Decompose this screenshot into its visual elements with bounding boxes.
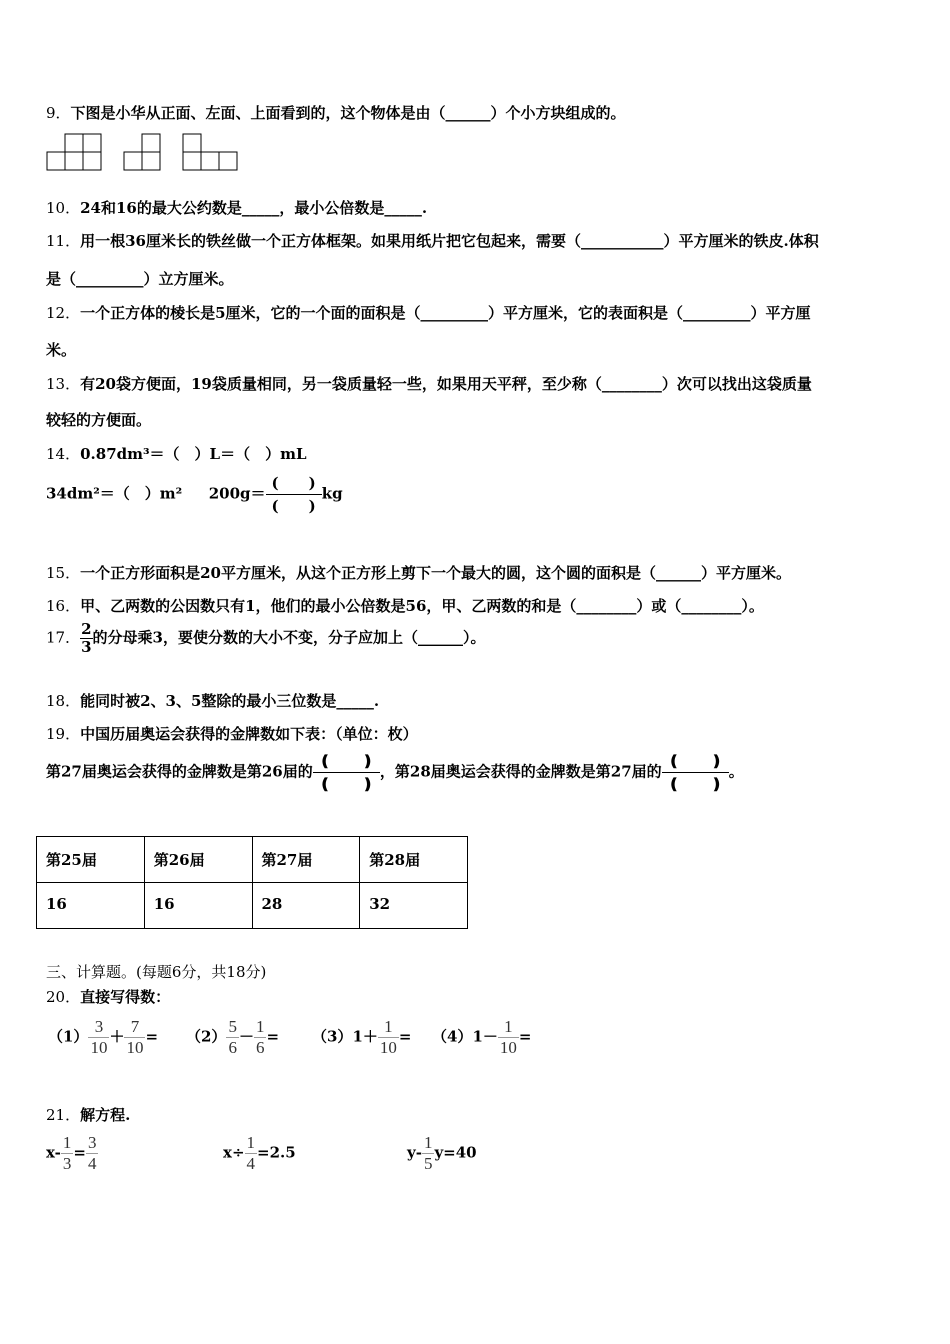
question-text: 是（_________）立方厘米。	[46, 270, 234, 288]
table-header-cell: 第26届	[144, 837, 252, 883]
fraction-denominator: 10	[126, 1037, 144, 1057]
equation-3	[407, 1134, 477, 1173]
question-16	[46, 595, 764, 616]
fraction-numerator: 1	[62, 1133, 72, 1152]
question-number: 17．	[46, 628, 81, 647]
fraction-numerator: 1	[246, 1133, 256, 1152]
question-number: 12．	[46, 304, 81, 322]
question-text: 一个正方形面积是20平方厘米，从这个正方形上剪下一个最大的圆，这个圆的面积是（______）平方厘米。	[80, 564, 791, 582]
question-text: 200g＝	[208, 484, 266, 503]
calc-item-1	[48, 1018, 158, 1057]
question-20	[46, 986, 170, 1007]
fraction-numerator: 2	[81, 620, 92, 638]
question-21	[46, 1104, 130, 1125]
section-title	[46, 961, 266, 982]
table-header-cell: 第27届	[252, 837, 360, 883]
question-13	[46, 373, 812, 394]
question-number: 19．	[46, 725, 81, 743]
fraction-denominator: 6	[255, 1037, 265, 1057]
fraction-denominator: 10	[499, 1037, 517, 1057]
question-text: 解方程.	[80, 1106, 131, 1124]
fraction	[498, 1018, 519, 1057]
fraction	[124, 1018, 145, 1057]
fraction-denominator: 10	[379, 1037, 397, 1057]
operand: 1＋	[352, 1027, 378, 1046]
operand: 1－	[472, 1027, 498, 1046]
table-cell: 16	[37, 883, 145, 929]
question-12-continued	[46, 339, 76, 360]
question-text: 米。	[46, 341, 77, 359]
question-19-line2	[46, 752, 744, 793]
fraction	[226, 1018, 239, 1057]
equation-text: x-	[46, 1143, 61, 1162]
fraction-numerator: 5	[228, 1017, 237, 1036]
unit-label: kg	[321, 484, 343, 503]
question-10	[46, 197, 427, 218]
fraction-numerator: ❪ ❫	[662, 752, 729, 773]
table-cell: 16	[144, 883, 252, 929]
equation-text: y-	[407, 1143, 422, 1162]
equation-text: x÷	[223, 1143, 245, 1162]
question-text: 中国历届奥运会获得的金牌数如下表：（单位：枚）	[80, 725, 418, 743]
question-number: 9．	[46, 104, 71, 122]
question-19	[46, 723, 418, 744]
fraction-numerator: ( )	[266, 474, 322, 495]
fraction-numerator: 1	[498, 1018, 519, 1038]
table-cell: 32	[360, 883, 468, 929]
question-12	[46, 302, 811, 323]
table-row	[37, 837, 468, 883]
item-label: （1）	[48, 1027, 89, 1046]
table-header-cell: 第25届	[37, 837, 145, 883]
fraction-denominator: 4	[87, 1153, 97, 1173]
equation-text: =2.5	[257, 1143, 296, 1162]
fraction-numerator: 3	[88, 1018, 109, 1038]
item-label: （3）	[312, 1027, 353, 1046]
question-14-line2	[46, 474, 343, 515]
question-text: 0.87dm³＝（ ）L＝（ ）mL	[80, 445, 307, 463]
fraction-denominator: 10	[90, 1037, 108, 1057]
operator: ＋	[109, 1027, 125, 1046]
calc-item-4	[432, 1018, 531, 1057]
table-row	[37, 883, 468, 929]
fraction-denominator: 3	[81, 638, 92, 656]
fraction-denominator: 4	[246, 1153, 256, 1173]
fraction	[80, 622, 92, 655]
question-text: 第27届奥运会获得的金牌数是第26届的	[46, 762, 313, 781]
fraction-blank	[662, 752, 729, 793]
calc-item-2	[186, 1018, 279, 1057]
question-text: 直接写得数：	[80, 988, 171, 1006]
question-11	[46, 230, 819, 251]
fraction	[422, 1134, 435, 1173]
fraction-denominator: ❪ ❫	[667, 775, 723, 793]
fraction-numerator: 7	[124, 1018, 145, 1038]
equation-2	[223, 1134, 296, 1173]
section-heading: 三、计算题。(每题6分，共18分)	[46, 963, 267, 981]
question-text: 甲、乙两数的公因数只有1，他们的最小公倍数是56，甲、乙两数的和是（________）或（________）。	[80, 597, 764, 615]
fraction-numerator: 1	[423, 1133, 433, 1152]
three-views-figure	[46, 133, 246, 173]
fraction-denominator: ( )	[271, 497, 316, 515]
equals-sign: =	[518, 1027, 532, 1046]
fraction-numerator: 1	[378, 1018, 399, 1038]
question-15	[46, 562, 791, 583]
question-text: 有20袋方便面，19袋质量相同，另一袋质量轻一些，如果用天平秤，至少称（________）次可以找出这袋质量	[80, 375, 812, 393]
question-text: 24和16的最大公约数是_____，最小公倍数是_____.	[80, 199, 428, 217]
medal-table	[36, 836, 468, 929]
fraction-denominator: 6	[228, 1037, 237, 1057]
fraction	[61, 1134, 74, 1173]
question-text: 较轻的方便面。	[46, 411, 152, 429]
fraction	[88, 1018, 109, 1057]
question-17	[46, 622, 485, 655]
item-label: （4）	[432, 1027, 473, 1046]
question-text: 用一根36厘米长的铁丝做一个正方体框架。如果用纸片把它包起来，需要（___________）平方厘米的铁皮.体积	[80, 232, 819, 250]
view-diagrams	[46, 133, 246, 173]
question-number: 20．	[46, 988, 81, 1006]
question-text: 。	[728, 762, 744, 781]
question-number: 14．	[46, 445, 81, 463]
operator: －	[238, 1027, 254, 1046]
equals-sign: =	[145, 1027, 159, 1046]
fraction	[254, 1018, 267, 1057]
equals-sign: =	[73, 1143, 86, 1162]
fraction-denominator: 5	[423, 1153, 433, 1173]
item-label: （2）	[186, 1027, 227, 1046]
table-cell: 28	[252, 883, 360, 929]
question-13-continued	[46, 409, 151, 430]
question-number: 10．	[46, 199, 81, 217]
equation-1	[46, 1134, 98, 1173]
question-text: 一个正方体的棱长是5厘米，它的一个面的面积是（_________）平方厘米，它的表面积是（_________）平方厘	[80, 304, 811, 322]
question-number: 21．	[46, 1106, 81, 1124]
fraction-blank	[266, 474, 322, 515]
question-14	[46, 443, 307, 464]
fraction	[86, 1134, 99, 1173]
question-number: 15．	[46, 564, 81, 582]
question-number: 13．	[46, 375, 81, 393]
question-text: ，第28届奥运会获得的金牌数是第27届的	[379, 762, 662, 781]
fraction-denominator: ❪ ❫	[318, 775, 374, 793]
question-number: 16．	[46, 597, 81, 615]
table-header-cell: 第28届	[360, 837, 468, 883]
question-text: 34dm²＝（ ）m²	[46, 484, 183, 503]
calc-item-3	[312, 1018, 411, 1057]
question-text: 下图是小华从正面、左面、上面看到的，这个物体是由（______）个小方块组成的。	[70, 104, 626, 122]
equals-sign: =	[266, 1027, 280, 1046]
equation-text: y=40	[434, 1143, 477, 1162]
fraction	[245, 1134, 258, 1173]
fraction-numerator: 1	[255, 1017, 265, 1036]
question-text: 的分母乘3，要使分数的大小不变，分子应加上（______）。	[92, 628, 486, 647]
question-number: 18．	[46, 692, 81, 710]
question-18	[46, 690, 379, 711]
fraction-numerator: 3	[87, 1133, 97, 1152]
fraction-denominator: 3	[62, 1153, 72, 1173]
equals-sign: =	[398, 1027, 412, 1046]
question-11-continued	[46, 268, 234, 289]
fraction-numerator: ❪ ❫	[313, 752, 380, 773]
question-9	[46, 102, 626, 123]
fraction-blank	[313, 752, 380, 793]
question-text: 能同时被2、3、5整除的最小三位数是_____.	[80, 692, 380, 710]
fraction	[378, 1018, 399, 1057]
question-number: 11．	[46, 232, 81, 250]
